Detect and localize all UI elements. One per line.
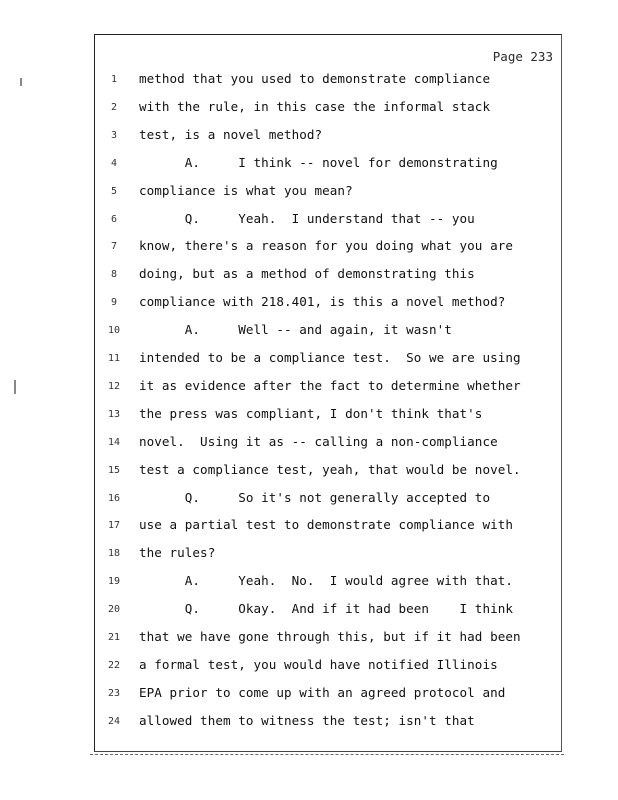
line-text: test a compliance test, yeah, that would be novel. [139, 461, 521, 477]
line-number: 19 [107, 576, 121, 588]
line-number: 2 [110, 101, 118, 113]
line-text: Q. So it's not generally accepted to [139, 489, 491, 505]
line-number: 16 [107, 492, 121, 504]
transcript-line [95, 127, 561, 147]
line-number: 21 [107, 632, 121, 643]
margin-mark [20, 78, 22, 86]
line-number: 10 [107, 325, 121, 337]
transcript-line [95, 601, 561, 621]
line-text: A. Yeah. No. I would agree with that. [139, 573, 513, 589]
line-number: 22 [107, 659, 121, 671]
transcript-line [95, 238, 561, 258]
line-text: compliance with 218.401, is this a novel method? [139, 294, 506, 310]
line-text: Q. Okay. And if it had been I think [139, 601, 513, 617]
line-text: method that you used to demonstrate compliance [139, 71, 491, 86]
line-text: EPA prior to come up with an agreed protocol and [139, 684, 506, 700]
line-number: 1 [110, 74, 118, 85]
transcript-line [95, 155, 561, 175]
line-number: 14 [107, 436, 121, 448]
line-number: 20 [107, 604, 121, 616]
line-text: test, is a novel method? [139, 126, 323, 142]
line-text: use a partial test to demonstrate compliance with [139, 517, 513, 533]
line-text: intended to be a compliance test. So we are using [139, 350, 521, 365]
transcript-line [95, 71, 561, 91]
line-text: compliance is what you mean? [139, 182, 353, 198]
line-text: a formal test, you would have notified Illinois [139, 656, 498, 672]
line-text: the press was compliant, I don't think that's [139, 405, 483, 421]
line-text: A. I think -- novel for demonstrating [139, 154, 498, 170]
line-number: 11 [107, 353, 121, 364]
transcript-line [95, 406, 561, 426]
line-text: the rules? [139, 545, 216, 561]
transcript-line [95, 211, 561, 231]
line-text: doing, but as a method of demonstrating this [139, 266, 475, 282]
line-number: 12 [107, 380, 121, 392]
line-number: 3 [110, 129, 118, 141]
transcript-line [95, 294, 561, 314]
line-number: 23 [107, 687, 121, 699]
line-number: 9 [110, 297, 118, 309]
line-number: 4 [110, 157, 118, 169]
transcript-page [94, 34, 562, 752]
transcript-lines [95, 35, 561, 751]
line-text: know, there's a reason for you doing what you are [139, 238, 513, 254]
line-number: 13 [107, 408, 121, 420]
line-number: 5 [110, 185, 118, 197]
line-number: 8 [110, 269, 118, 281]
line-number: 7 [110, 241, 118, 253]
transcript-line [95, 99, 561, 119]
bottom-rule [90, 754, 564, 755]
transcript-line [95, 462, 561, 482]
transcript-line [95, 685, 561, 705]
transcript-line [95, 434, 561, 454]
transcript-line [95, 545, 561, 565]
transcript-line [95, 490, 561, 510]
line-text: it as evidence after the fact to determine whether [139, 377, 521, 393]
transcript-line [95, 573, 561, 593]
transcript-line [95, 517, 561, 537]
transcript-line [95, 713, 561, 733]
line-number: 18 [107, 548, 121, 560]
transcript-line [95, 657, 561, 677]
line-text: that we have gone through this, but if it had been [139, 629, 521, 644]
line-text: A. Well -- and again, it wasn't [139, 322, 452, 338]
transcript-line [95, 350, 561, 370]
transcript-line [95, 322, 561, 342]
transcript-line [95, 629, 561, 649]
line-text: Q. Yeah. I understand that -- you [139, 210, 475, 226]
line-text: allowed them to witness the test; isn't that [139, 712, 475, 728]
line-number: 17 [107, 520, 121, 532]
line-number: 15 [107, 464, 121, 476]
transcript-line [95, 266, 561, 286]
line-text: novel. Using it as -- calling a non-compliance [139, 433, 498, 449]
line-number: 24 [107, 715, 121, 727]
transcript-line [95, 378, 561, 398]
line-text: with the rule, in this case the informal stack [139, 98, 491, 114]
transcript-line [95, 183, 561, 203]
line-number: 6 [110, 213, 118, 225]
margin-mark [14, 380, 16, 394]
page-number: Page 233 [492, 49, 553, 64]
